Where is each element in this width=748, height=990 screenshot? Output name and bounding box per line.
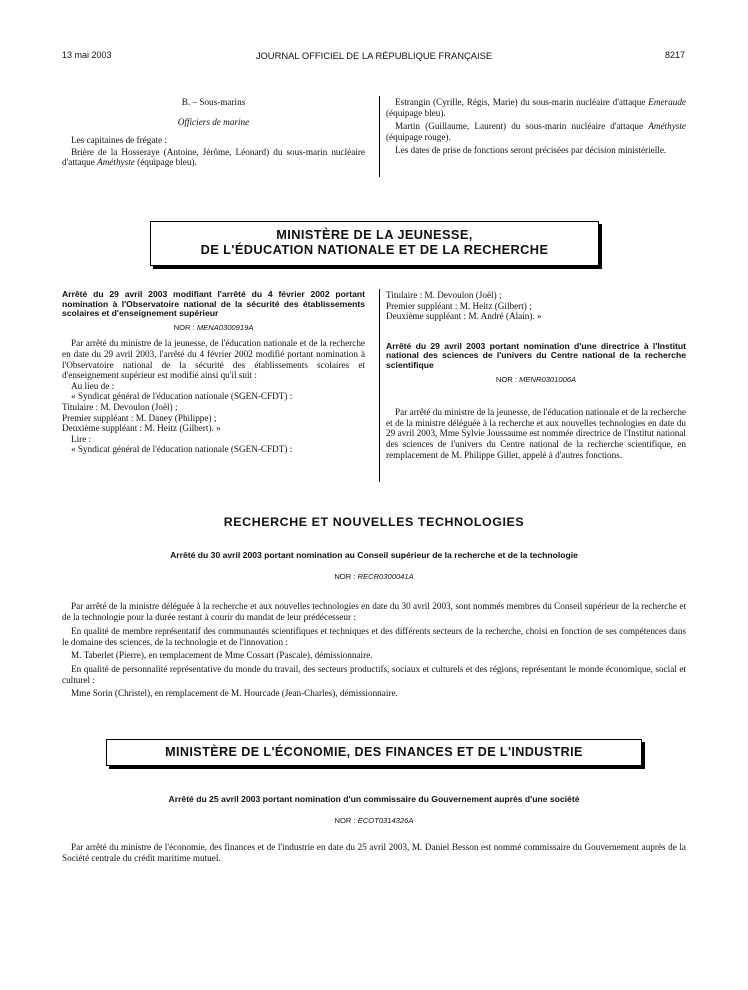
ministere-economie-box xyxy=(106,739,642,766)
officer-text-end: (équipage bleu). xyxy=(386,107,446,118)
capitaines-label: Les capitaines de frégate : xyxy=(71,135,167,146)
arrete-commissaire-title: Arrêté du 25 avril 2003 portant nomination d'un commissaire du Gouvernement auprès d'une société xyxy=(168,794,580,804)
sous-marins-right-column xyxy=(386,97,686,156)
header-journal-title: JOURNAL OFFICIEL DE LA RÉPUBLIQUE FRANÇAISE xyxy=(255,50,493,61)
arrete-directrice-body: Par arrêté du ministre de la jeunesse, de l'éducation nationale et de la recherche et de la ministre déléguée à la recherche et aux nouvelles technologies en date du 29 avril 2003, Mme Sylvie Joussaume est nommée directrice de l'Institut national des sciences de l'univers du Centre national de la recherche scientifique, en remplacement de M. Philippe Gillet, appelé à d'autres fonctions. xyxy=(386,407,686,460)
officer-entry-martin xyxy=(386,121,686,142)
nor-label: NOR : xyxy=(173,322,197,332)
syndicat-line-2: « Syndicat général de l'éducation nationale (SGEN-CFDT) : xyxy=(71,444,293,455)
header-date: 13 mai 2003 xyxy=(62,50,112,60)
nor-label: NOR : xyxy=(334,572,358,581)
ship-name: Améthyste xyxy=(648,121,686,132)
officer-text: Brière de la Hosseraye (Antoine, Jérôme, Léonard) du sous-marin nucléaire d'attaque xyxy=(62,146,365,168)
ship-name: Améthyste xyxy=(97,157,135,168)
ministere-jeunesse-title-line1: MINISTÈRE DE LA JEUNESSE, xyxy=(276,227,473,242)
nor-code: RECR0300041A xyxy=(357,572,414,581)
au-lieu-de: Au lieu de : xyxy=(71,380,115,391)
column-divider xyxy=(379,289,380,482)
jeunesse-left-column xyxy=(62,290,365,455)
recherche-paragraph-2: En qualité de membre représentatif des communautés scientifiques et techniques et des différents secteurs de la recherche, choisi en fonction de ses compétences dans le domaine des sciences, de la technologie et de l'innovation : xyxy=(62,626,686,647)
arrete-directrice-nor xyxy=(386,375,686,386)
ministere-jeunesse-title-line2: DE L'ÉDUCATION NATIONALE ET DE LA RECHERCHE xyxy=(200,242,549,257)
recherche-paragraph-1: Par arrêté de la ministre déléguée à la recherche et aux nouvelles technologies en date du 30 avril 2003, sont nommés membres du Conseil supérieur de la recherche et de la technologie pour la durée restant à courir du mandat de leur prédécesseur : xyxy=(62,601,686,622)
deuxieme-suppleant-line-2: Deuxième suppléant : M. André (Alain). » xyxy=(386,311,542,322)
header-page-number: 8217 xyxy=(664,50,685,60)
nor-code: ECOT0314326A xyxy=(357,816,414,825)
officer-text-end: (équipage rouge). xyxy=(386,131,451,142)
jeunesse-right-column xyxy=(386,290,686,460)
arrete-conseil-title: Arrêté du 30 avril 2003 portant nomination au Conseil supérieur de la recherche et de la technologie xyxy=(170,550,578,560)
economie-body xyxy=(62,842,686,863)
economie-paragraph-1: Par arrêté du ministre de l'économie, des finances et de l'industrie en date du 25 avril 2003, M. Daniel Besson est nommé commissaire du Gouvernement auprès de la Société centrale du crédit maritime mutuel. xyxy=(62,842,686,863)
syndicat-line-1: « Syndicat général de l'éducation nationale (SGEN-CFDT) : xyxy=(71,391,293,402)
officers-heading: Officiers de marine xyxy=(177,116,250,127)
column-divider xyxy=(379,96,380,177)
recherche-paragraph-4: En qualité de personnalité représentative du monde du travail, des secteurs productifs, sociaux et culturels et des régions, représentant le monde économique, social et culturel : xyxy=(62,663,686,685)
premier-suppleant-line-2: Premier suppléant : M. Heitz (Gilbert) ; xyxy=(386,300,532,311)
deuxieme-suppleant-line-1: Deuxième suppléant : M. Heitz (Gilbert). » xyxy=(62,423,221,434)
officer-text-end: (équipage bleu). xyxy=(134,157,197,168)
sous-marins-left-column xyxy=(62,97,365,168)
officer-text: Martin (Guillaume, Laurent) du sous-marin nucléaire d'attaque xyxy=(395,121,649,132)
nor-code: MENR0301006A xyxy=(519,374,577,384)
officer-text: Estrangin (Cyrille, Régis, Marie) du sous-marin nucléaire d'attaque xyxy=(395,97,649,107)
recherche-paragraph-3: M. Taberlet (Pierre), en remplacement de Mme Cossart (Pascale), démissionnaire. xyxy=(71,650,373,661)
ministere-jeunesse-box xyxy=(150,221,599,266)
arrete-conseil-nor xyxy=(62,572,686,581)
arrete-directrice-title: Arrêté du 29 avril 2003 portant nomination d'une directrice à l'Institut national des sciences de l'univers du Centre national de la recherche scientifique xyxy=(386,340,686,370)
arrete-commissaire-nor xyxy=(62,816,686,825)
recherche-body xyxy=(62,601,686,699)
arrete-observatoire-body: Par arrêté du ministre de la jeunesse, de l'éducation nationale et de la recherche en date du 29 avril 2003, l'arrêté du 4 février 2002 modifié portant nomination à l'Observatoire national de la sécurité des établissements scolaires et d'enseignement supérieur est modifié ainsi qu'il suit : xyxy=(62,338,365,381)
nor-label: NOR : xyxy=(334,816,358,825)
dates-prise-fonctions: Les dates de prise de fonctions seront précisées par décision ministérielle. xyxy=(395,145,667,156)
titulaire-line-2: Titulaire : M. Devoulon (Joël) ; xyxy=(386,290,502,300)
titulaire-line-1: Titulaire : M. Devoulon (Joël) ; xyxy=(62,401,178,412)
ministere-economie-title: MINISTÈRE DE L'ÉCONOMIE, DES FINANCES ET DE L'INDUSTRIE xyxy=(165,745,583,759)
arrete-observatoire-nor xyxy=(62,323,365,334)
nor-label: NOR : xyxy=(495,374,520,384)
premier-suppleant-line-1: Premier suppléant : M. Daney (Philippe) ; xyxy=(62,412,217,423)
nor-code: MENA0300919A xyxy=(196,322,254,332)
sous-marins-heading: B. – Sous-marins xyxy=(181,97,246,107)
recherche-paragraph-5: Mme Sorin (Christel), en remplacement de M. Hourcade (Jean-Charles), démissionnaire. xyxy=(71,688,398,699)
arrete-observatoire-title: Arrêté du 29 avril 2003 modifiant l'arrêté du 4 février 2002 portant nomination à l'Observatoire national de la sécurité des établissements scolaires et d'enseignement supérieur xyxy=(62,289,365,319)
ship-name: Emeraude xyxy=(648,97,686,107)
lire-label: Lire : xyxy=(71,433,92,444)
officer-entry-briere xyxy=(62,147,365,168)
officer-entry-estrangin xyxy=(386,97,686,118)
recherche-section-heading: RECHERCHE ET NOUVELLES TECHNOLOGIES xyxy=(223,515,525,529)
